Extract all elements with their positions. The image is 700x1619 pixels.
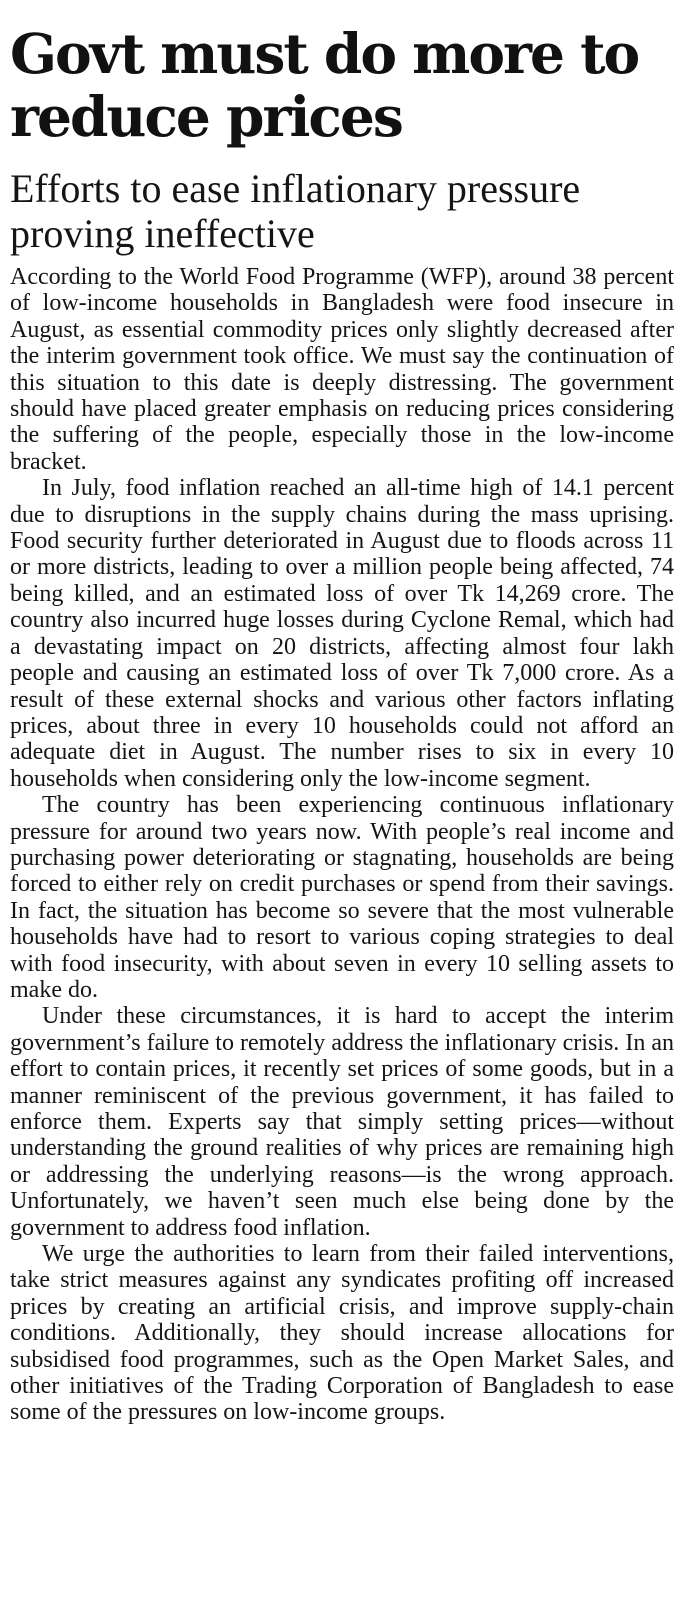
body-paragraph: According to the World Food Programme (WFP), around 38 percent of low-income households in Bangladesh were food insecure in August, as essential commodity prices only slightly decreased after the interim government took office. We must say the continuation of this situation to this date is deeply distressing. The government should have placed greater emphasis on reducing prices considering the suffering of the people, especially those in the low-income bracket. — [10, 264, 674, 475]
subheadline: Efforts to ease inflationary pressure proving ineffective — [10, 166, 581, 256]
body-paragraph: The country has been experiencing continuous inflationary pressure for around two years now. With people’s real income and purchasing power deteriorating or stagnating, households are being forced to either rely on credit purchases or spend from their savings. In fact, the situation has become so severe that the most vulnerable households have had to resort to various coping strategies to deal with food insecurity, with about seven in every 10 selling assets to make do. — [10, 792, 674, 1003]
article-body — [10, 264, 674, 1426]
headline: Govt must do more to reduce prices — [10, 21, 639, 149]
body-paragraph: Under these circumstances, it is hard to accept the interim government’s failure to remotely address the inflationary crisis. In an effort to contain prices, it recently set prices of some goods, but in a manner reminiscent of the previous government, it has failed to enforce them. Experts say that simply setting prices—without understanding the ground realities of why prices are remaining high or addressing the underlying reasons—is the wrong approach. Unfortunately, we haven’t seen much else being done by the government to address food inflation. — [10, 1003, 674, 1241]
body-paragraph: In July, food inflation reached an all-time high of 14.1 percent due to disruptions in the supply chains during the mass uprising. Food security further deteriorated in August due to floods across 11 or more districts, leading to over a million people being affected, 74 being killed, and an estimated loss of over Tk 14,269 crore. The country also incurred huge losses during Cyclone Remal, which had a devastating impact on 20 districts, affecting almost four lakh people and causing an estimated loss of over Tk 7,000 crore. As a result of these external shocks and various other factors inflating prices, about three in every 10 households could not afford an adequate diet in August. The number rises to six in every 10 households when considering only the low-income segment. — [10, 475, 674, 792]
body-paragraph: We urge the authorities to learn from their failed interventions, take strict measures against any syndicates profiting off increased prices by creating an artificial crisis, and improve supply-chain conditions. Additionally, they should increase allocations for subsidised food programmes, such as the Open Market Sales, and other initiatives of the Trading Corporation of Bangladesh to ease some of the pressures on low-income groups. — [10, 1241, 674, 1426]
